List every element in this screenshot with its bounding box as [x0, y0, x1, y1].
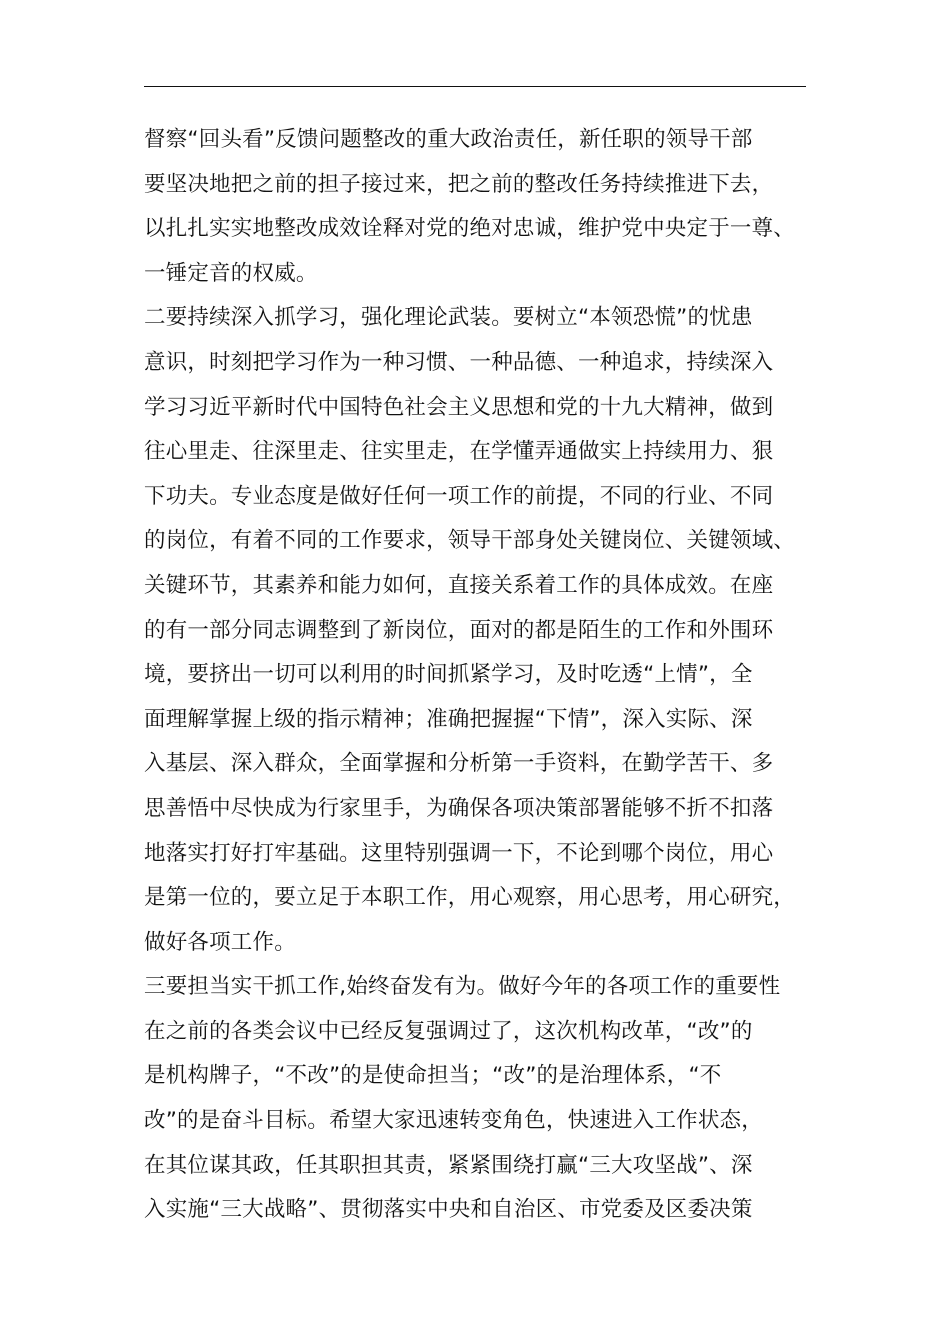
text-line: 是机构牌子，“不改”的是使命担当；“改”的是治理体系，“不 — [144, 1063, 722, 1089]
body-text — [144, 118, 824, 1233]
header-divider-line — [144, 86, 806, 87]
text-line: 境，要挤出一切可以利用的时间抓紧学习，及时吃透“上情”，全 — [144, 662, 753, 688]
text-line: 在之前的各类会议中已经反复强调过了，这次机构改革，“改”的 — [144, 1018, 753, 1044]
text-line: 的岗位，有着不同的工作要求，领导干部身处关键岗位、关键领域、 — [144, 528, 796, 554]
text-line: 入实施“三大战略”、贯彻落实中央和自治区、市党委及区委决策 — [144, 1197, 753, 1223]
text-line: 的有一部分同志调整到了新岗位，面对的都是陌生的工作和外围环 — [144, 617, 774, 643]
text-line: 在其位谋其政，任其职担其责，紧紧围绕打赢“三大攻坚战”、深 — [144, 1152, 753, 1178]
text-line: 地落实打好打牢基础。这里特别强调一下，不论到哪个岗位，用心 — [144, 840, 774, 866]
text-line: 改”的是奋斗目标。希望大家迅速转变角色，快速进入工作状态， — [144, 1108, 763, 1134]
text-line: 以扎扎实实地整改成效诠释对党的绝对忠诚，维护党中央定于一尊、 — [144, 216, 796, 242]
text-line: 入基层、深入群众，全面掌握和分析第一手资料，在勤学苦干、多 — [144, 751, 774, 777]
text-line: 一锤定音的权威。 — [144, 260, 318, 286]
text-line: 面理解掌握上级的指示精神；准确把握握“下情”，深入实际、深 — [144, 706, 753, 732]
text-line: 往心里走、往深里走、往实里走，在学懂弄通做实上持续用力、狠 — [144, 439, 774, 465]
text-line: 要坚决地把之前的担子接过来，把之前的整改任务持续推进下去， — [144, 171, 774, 197]
text-line: 关键环节，其素养和能力如何，直接关系着工作的具体成效。在座 — [144, 572, 774, 598]
text-line: 二要持续深入抓学习，强化理论武装。要树立“本领恐慌”的忧患 — [144, 305, 753, 331]
text-line: 意识，时刻把学习作为一种习惯、一种品德、一种追求，持续深入 — [144, 349, 774, 375]
text-line: 做好各项工作。 — [144, 929, 296, 955]
text-line: 思善悟中尽快成为行家里手，为确保各项决策部署能够不折不扣落 — [144, 795, 774, 821]
text-line: 下功夫。专业态度是做好任何一项工作的前提，不同的行业、不同 — [144, 483, 774, 509]
text-line: 督察“回头看”反馈问题整改的重大政治责任，新任职的领导干部 — [144, 127, 753, 152]
text-line: 学习习近平新时代中国特色社会主义思想和党的十九大精神，做到 — [144, 394, 774, 420]
text-line: 三要担当实干抓工作,始终奋发有为。做好今年的各项工作的重要性 — [144, 974, 781, 1000]
text-line: 是第一位的，要立足于本职工作，用心观察，用心思考，用心研究， — [144, 885, 796, 911]
